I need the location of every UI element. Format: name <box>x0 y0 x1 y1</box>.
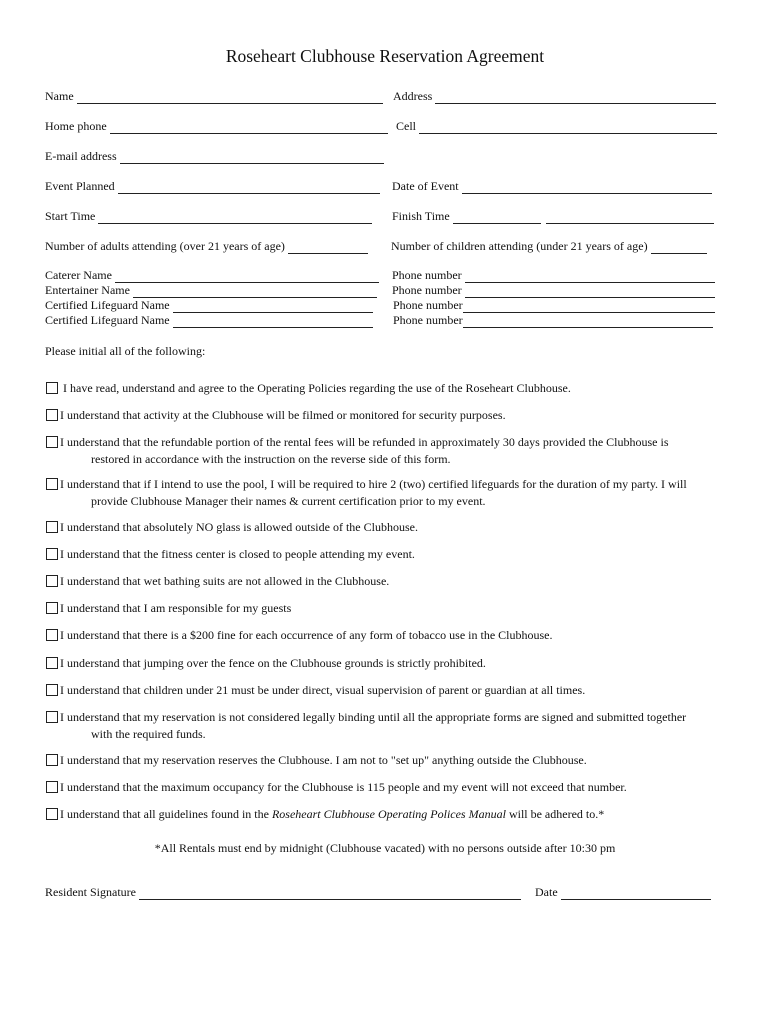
lifeguard-2-input-line[interactable] <box>173 316 373 328</box>
list-item <box>46 434 736 468</box>
list-item <box>46 627 736 644</box>
list-item <box>46 682 736 699</box>
home-phone-input-line[interactable] <box>110 122 388 134</box>
signature-input-line[interactable] <box>139 888 521 900</box>
finish-time-field-row <box>392 209 714 224</box>
finish-time-label: Finish Time <box>392 209 450 223</box>
item-text: I understand that jumping over the fence on the Clubhouse grounds is strictly prohibited. <box>60 656 486 670</box>
item-text: I understand that activity at the Clubhouse will be filmed or monitored for security purposes. <box>60 408 506 422</box>
entertainer-input-line[interactable] <box>133 286 377 298</box>
lifeguard-2-label: Certified Lifeguard Name <box>45 313 170 327</box>
date-of-event-input-line[interactable] <box>462 182 712 194</box>
signature-label: Resident Signature <box>45 885 136 899</box>
caterer-phone-input-line[interactable] <box>465 271 715 283</box>
event-planned-label: Event Planned <box>45 179 115 193</box>
list-item <box>46 655 736 672</box>
list-item <box>46 573 736 590</box>
address-input-line[interactable] <box>435 92 716 104</box>
list-item <box>46 779 736 796</box>
start-time-label: Start Time <box>45 209 96 223</box>
item-text: I understand that the maximum occupancy for the Clubhouse is 115 people and my event will not exceed that number. <box>60 780 627 794</box>
checkbox[interactable] <box>46 754 58 766</box>
lifeguard-1-field-row <box>45 298 373 313</box>
name-input-line[interactable] <box>77 92 383 104</box>
children-field-row <box>391 239 707 254</box>
date-of-event-field-row <box>392 179 712 194</box>
checkbox[interactable] <box>46 711 58 723</box>
cell-input-line[interactable] <box>419 122 717 134</box>
checkbox[interactable] <box>46 602 58 614</box>
children-input-line[interactable] <box>651 242 707 254</box>
name-field-row <box>45 89 383 104</box>
checkbox[interactable] <box>46 436 58 448</box>
checkbox[interactable] <box>46 521 58 533</box>
adults-input-line[interactable] <box>288 242 368 254</box>
entertainer-label: Entertainer Name <box>45 283 130 297</box>
address-label: Address <box>393 89 433 103</box>
item-text-end: will be adhered to.* <box>505 807 605 821</box>
item-text-continued: provide Clubhouse Manager their names & current certification prior to my event. <box>91 494 486 508</box>
date-of-event-label: Date of Event <box>392 179 459 193</box>
address-field-row <box>393 89 716 104</box>
caterer-phone-label: Phone number <box>392 268 462 282</box>
item-text: I understand that all guidelines found in the <box>60 807 272 821</box>
lifeguard-1-phone-label: Phone number <box>393 298 463 312</box>
lifeguard-1-phone-field-row <box>393 298 715 313</box>
checkbox[interactable] <box>46 629 58 641</box>
list-item <box>46 519 736 536</box>
entertainer-phone-input-line[interactable] <box>465 286 715 298</box>
event-planned-input-line[interactable] <box>118 182 380 194</box>
item-text: I have read, understand and agree to the Operating Policies regarding the use of the Roseheart Clubhouse. <box>60 381 571 395</box>
cell-label: Cell <box>396 119 416 133</box>
caterer-input-line[interactable] <box>115 271 379 283</box>
signature-date-label: Date <box>535 885 558 899</box>
email-field-row <box>45 149 384 164</box>
item-text: I understand that I am responsible for my guests <box>60 601 292 615</box>
item-text-continued: restored in accordance with the instruction on the reverse side of this form. <box>91 452 451 466</box>
email-input-line[interactable] <box>120 152 384 164</box>
email-label: E-mail address <box>45 149 117 163</box>
manual-title: Roseheart Clubhouse Operating Polices Manual <box>271 807 506 821</box>
checkbox[interactable] <box>46 781 58 793</box>
list-item <box>46 806 736 823</box>
checkbox[interactable] <box>46 548 58 560</box>
caterer-label: Caterer Name <box>45 268 112 282</box>
home-phone-field-row <box>45 119 388 134</box>
adults-label: Number of adults attending (over 21 years of age) <box>45 239 285 253</box>
home-phone-label: Home phone <box>45 119 107 133</box>
list-item <box>46 476 736 510</box>
caterer-field-row <box>45 268 379 283</box>
lifeguard-1-phone-input-line[interactable] <box>463 301 715 313</box>
item-text: I understand that the refundable portion of the rental fees will be refunded in approximately 30 days provided the Clubhouse is <box>60 435 669 449</box>
checkbox[interactable] <box>46 657 58 669</box>
list-item <box>46 407 736 424</box>
initial-instructions: Please initial all of the following: <box>45 344 206 358</box>
list-item <box>46 380 736 397</box>
item-text: I understand that my reservation reserves the Clubhouse. I am not to "set up" anything outside the Clubhouse. <box>60 753 587 767</box>
item-text-continued: with the required funds. <box>91 727 206 741</box>
lifeguard-2-phone-input-line[interactable] <box>463 316 713 328</box>
page-title: Roseheart Clubhouse Reservation Agreement <box>225 46 545 66</box>
item-text: I understand that children under 21 must be under direct, visual supervision of parent or guardian at all times. <box>60 683 586 697</box>
item-text: I understand that wet bathing suits are not allowed in the Clubhouse. <box>60 574 390 588</box>
cell-field-row <box>396 119 717 134</box>
checkbox[interactable] <box>46 478 58 490</box>
list-item <box>46 600 736 617</box>
item-text: I understand that my reservation is not considered legally binding until all the appropriate forms are signed and submitted together <box>60 710 687 724</box>
signature-field-row <box>45 885 521 900</box>
checkbox[interactable] <box>46 382 58 394</box>
signature-date-input-line[interactable] <box>561 888 711 900</box>
signature-date-field-row <box>535 885 711 900</box>
list-item <box>46 709 736 743</box>
children-label: Number of children attending (under 21 years of age) <box>391 239 648 253</box>
list-item <box>46 752 736 769</box>
lifeguard-1-label: Certified Lifeguard Name <box>45 298 170 312</box>
checkbox[interactable] <box>46 409 58 421</box>
lifeguard-2-field-row <box>45 313 373 328</box>
finish-time-ampm-line[interactable] <box>546 212 714 224</box>
entertainer-phone-label: Phone number <box>392 283 462 297</box>
checkbox[interactable] <box>46 684 58 696</box>
finish-time-input-line[interactable] <box>453 212 541 224</box>
item-text: I understand that if I intend to use the pool, I will be required to hire 2 (two) certified lifeguards for the duration of my party. I will <box>60 477 687 491</box>
adults-field-row <box>45 239 368 254</box>
event-planned-field-row <box>45 179 380 194</box>
lifeguard-2-phone-field-row <box>393 313 713 328</box>
checkbox[interactable] <box>46 575 58 587</box>
caterer-phone-field-row <box>392 268 715 283</box>
start-time-field-row <box>45 209 372 224</box>
lifeguard-1-input-line[interactable] <box>173 301 373 313</box>
lifeguard-2-phone-label: Phone number <box>393 313 463 327</box>
name-label: Name <box>45 89 74 103</box>
entertainer-phone-field-row <box>392 283 715 298</box>
item-text: I understand that absolutely NO glass is allowed outside of the Clubhouse. <box>60 520 418 534</box>
rental-end-note: *All Rentals must end by midnight (Clubhouse vacated) with no persons outside after 10:30 pm <box>154 841 616 855</box>
list-item <box>46 546 736 563</box>
checkbox[interactable] <box>46 808 58 820</box>
entertainer-field-row <box>45 283 377 298</box>
item-text: I understand that the fitness center is closed to people attending my event. <box>60 547 415 561</box>
item-text: I understand that there is a $200 fine for each occurrence of any form of tobacco use in the Clubhouse. <box>60 628 553 642</box>
start-time-input-line[interactable] <box>98 212 372 224</box>
